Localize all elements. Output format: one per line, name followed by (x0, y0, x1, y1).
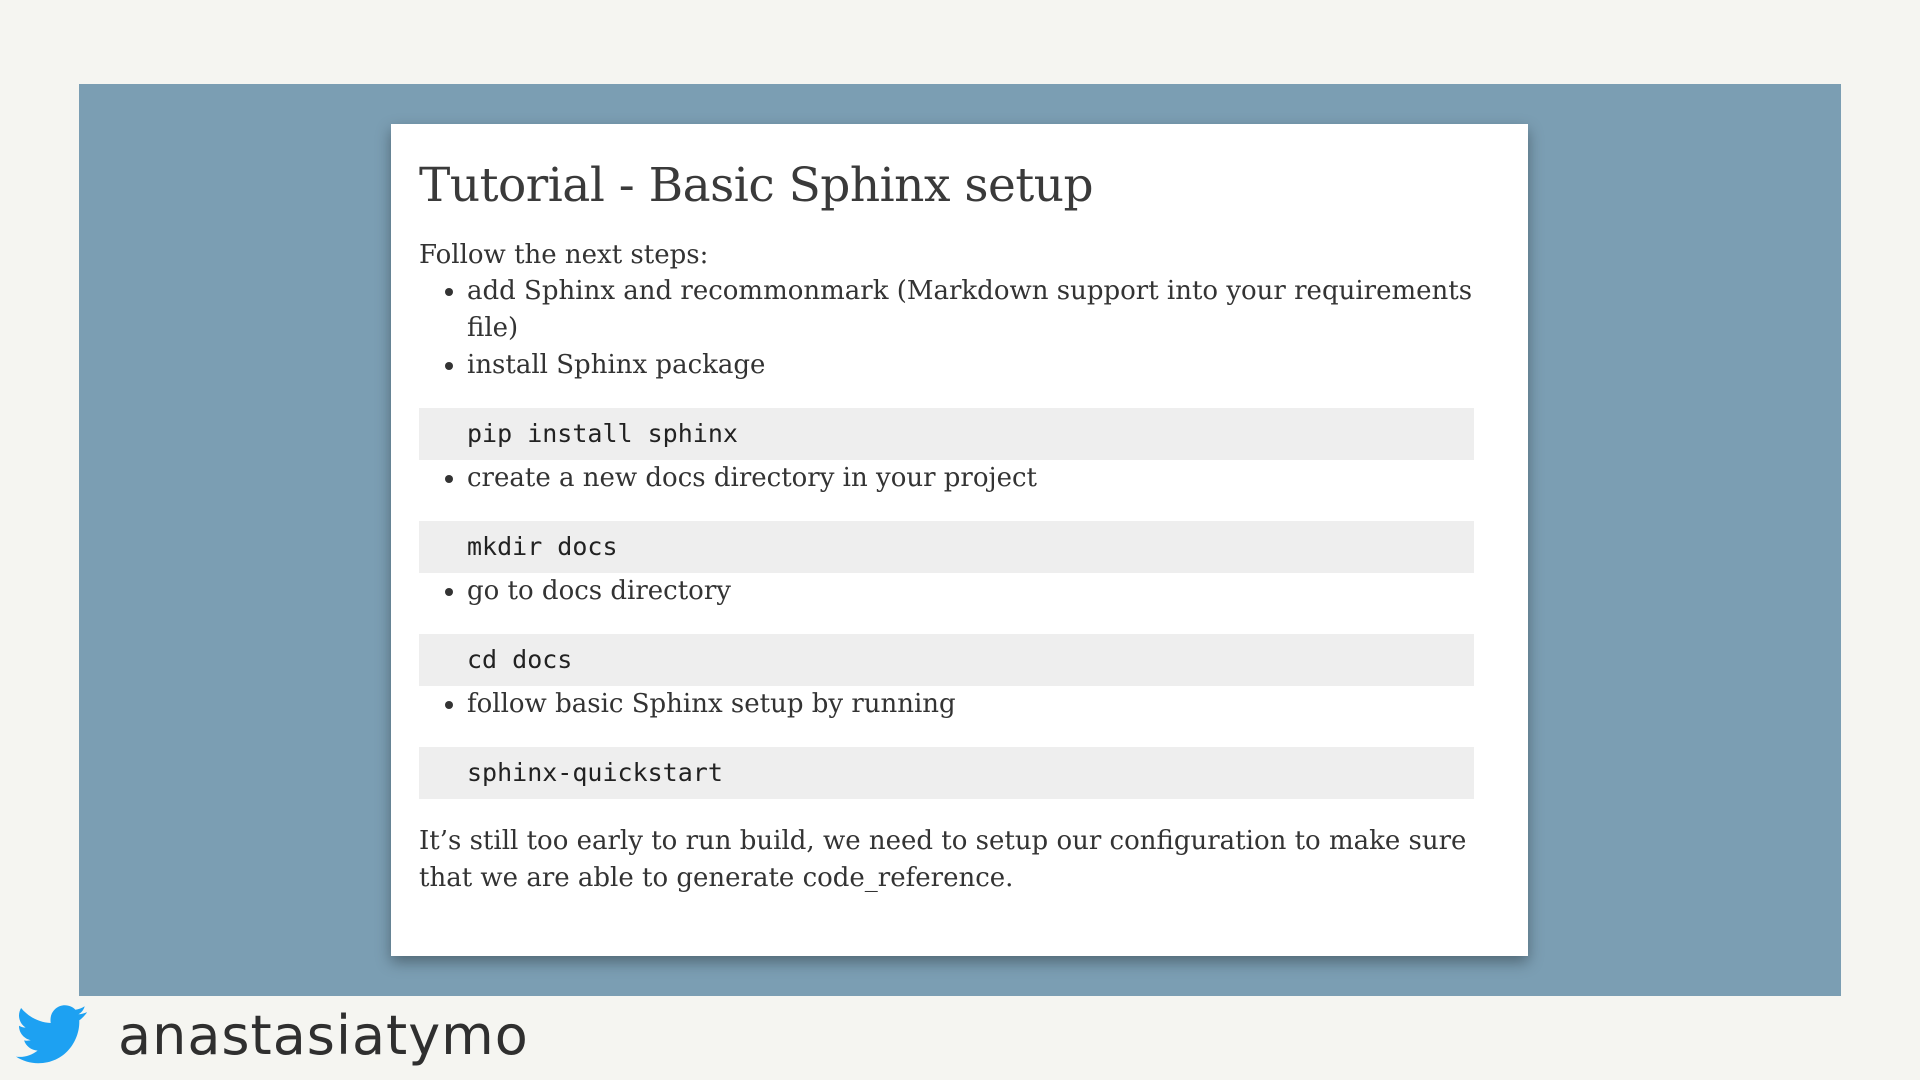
steps-list (419, 273, 1474, 384)
footer (16, 1000, 529, 1070)
code-block-quickstart: sphinx-quickstart (419, 747, 1474, 799)
steps-list (419, 573, 1474, 610)
list-item: • create a new docs directory in your project (467, 460, 1474, 497)
document-panel (391, 124, 1528, 956)
list-item: • go to docs directory (467, 573, 1474, 610)
intro-text: Follow the next steps: (419, 240, 709, 270)
code-block-pip-install: pip install sphinx (419, 408, 1474, 460)
code-block-mkdir: mkdir docs (419, 521, 1474, 573)
twitter-bird-icon (16, 1004, 88, 1066)
list-item: • add Sphinx and recommonmark (Markdown support into your requirements file) (467, 273, 1474, 347)
outro-text: It’s still too early to run build, we need to setup our configuration to make sure that we are able to generate code_reference. (419, 826, 1467, 894)
page-title: Tutorial - Basic Sphinx setup (419, 158, 1094, 213)
code-block-cd: cd docs (419, 634, 1474, 686)
steps-list (419, 460, 1474, 497)
list-item: • install Sphinx package (467, 347, 1474, 384)
list-item: • follow basic Sphinx setup by running (467, 686, 1474, 723)
twitter-handle: anastasiatymo (118, 1003, 529, 1067)
steps-list (419, 686, 1474, 723)
